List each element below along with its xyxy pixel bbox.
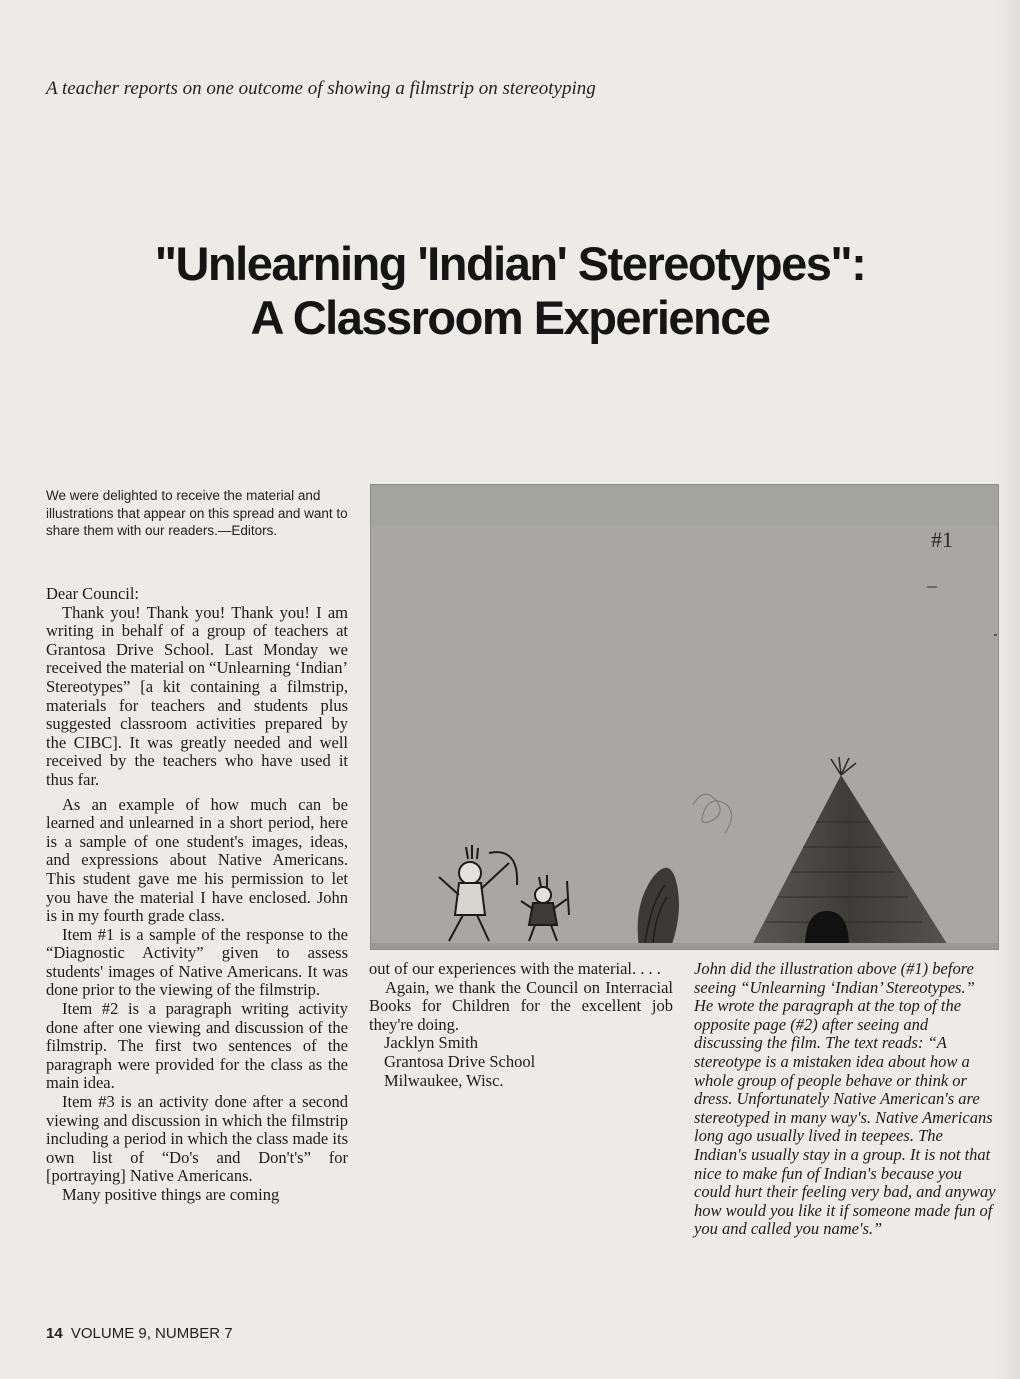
editors-note: We were delighted to receive the material and illustrations that appear on this spread and want to share them with our readers.—Editors. [46, 488, 348, 538]
signature-name: Jacklyn Smith [384, 1033, 478, 1053]
student-drawing [371, 485, 998, 949]
letter-paragraph: Many positive things are coming [62, 1185, 280, 1204]
headline-line-1: "Unlearning 'Indian' Stereotypes": [154, 237, 866, 290]
letter-paragraph: As an example of how much can be learned and unlearned in a short period, here is a sample of one student's images, ideas, and expressions about Native Americans. This student gave me his permission to let you have the material I have enclosed. John is in my fourth grade class. [46, 794, 348, 926]
illustration-caption: John did the illustration above (#1) before seeing “Unlearning ‘Indian’ Stereotypes.” He wrote the paragraph at the top of the opposite page (#2) after seeing and discussing the film. The text reads: “A stereotype is a mistaken idea about how a whole group of people behave or think or dress. Unfortunately Native American's are stereotyped in many way's. Native Americans long ago usually lived in teepees. The Indian's usually stay in a group. It is not that nice to make fun of Indian's because you could hurt their feeling very bad, and anyway how would you like it if someone made fun of you and called you name's.” [694, 959, 996, 1239]
letter-column-left [46, 585, 348, 1205]
headline-line-2: A Classroom Experience [250, 291, 770, 344]
signature-school: Grantosa Drive School [384, 1051, 536, 1071]
kicker: A teacher reports on one outcome of showing a filmstrip on stereotyping [46, 78, 596, 99]
item-mark: #1 [931, 527, 953, 552]
page-footer [46, 1325, 233, 1342]
signature-city: Milwaukee, Wisc. [384, 1070, 504, 1090]
letter-paragraph: Item #1 is a sample of the response to the “Diagnostic Activity” given to assess students' images of Native Americans. It was done prior to the viewing of the filmstrip. [46, 924, 348, 1000]
issue-label: VOLUME 9, NUMBER 7 [70, 1325, 233, 1342]
letter-paragraph: out of our experiences with the material. . . . [369, 959, 661, 978]
student-illustration [370, 484, 999, 950]
letter-salutation: Dear Council: [46, 584, 140, 603]
letter-paragraph: Again, we thank the Council on Interracial Books for Children for the excellent job they're doing. [369, 977, 673, 1034]
letter-paragraph: Thank you! Thank you! Thank you! I am writing in behalf of a group of teachers at Grantosa Drive School. Last Monday we received the material on “Unlearning ‘Indian’ Stereotypes” [a kit containing a filmstrip, materials for teachers and students plus suggested classroom activities prepared by the CIBC]. It was greatly needed and well received by the teachers who have used it thus far. [46, 602, 348, 789]
letter-paragraph: Item #2 is a paragraph writing activity done after one viewing and discussion of the filmstrip. The first two sentences of the paragraph were provided for the class as the main idea. [46, 999, 348, 1093]
letter-paragraph: Item #3 is an activity done after a second viewing and discussion in which the filmstrip including a period in which the class made its own list of “Do's and Don't's” for [portraying] Native Americans. [46, 1092, 348, 1186]
page-edge-shadow [996, 0, 1020, 1379]
page-number: 14 [46, 1325, 63, 1342]
letter-column-middle [369, 960, 673, 1090]
